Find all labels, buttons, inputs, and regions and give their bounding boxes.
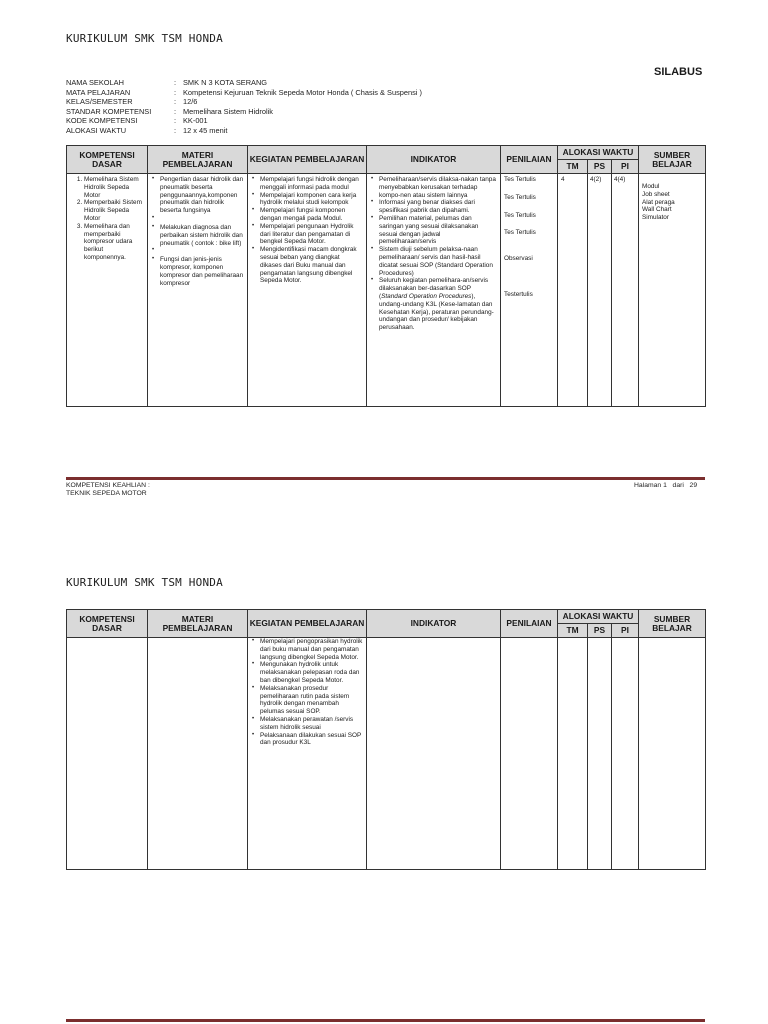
info-colon: : xyxy=(174,125,177,135)
info-row-class xyxy=(66,97,422,107)
indikator-cell xyxy=(367,174,501,407)
ps-value: 4(2) xyxy=(590,176,602,183)
info-value: SMK N 3 KOTA SERANG xyxy=(183,78,268,87)
header-indikator: INDIKATOR xyxy=(367,610,501,638)
sumber-cell xyxy=(639,638,706,870)
spacer xyxy=(160,215,244,224)
list-item: • Mempelajari fungsi hidrolik dengan menggali informasi pada modul xyxy=(260,176,363,192)
info-colon: : xyxy=(174,87,177,97)
ps-cell xyxy=(588,638,612,870)
footer-left xyxy=(66,482,150,498)
penilaian-item: Tes Tertulis xyxy=(504,229,536,237)
kompetensi-cell xyxy=(67,638,148,870)
footer-rule xyxy=(66,477,705,480)
sumber-item: Wall Chart xyxy=(642,206,672,214)
info-colon: : xyxy=(174,116,177,126)
info-colon: : xyxy=(174,78,177,87)
syllabus-table xyxy=(66,609,706,870)
list-item: • Mempelajari pengunaan Hydrolik dari literatur dan pengamatan di bengkel Sepeda Motor. xyxy=(260,223,363,246)
tm-value: 4 xyxy=(561,176,565,183)
info-label: KELAS/SEMESTER xyxy=(66,97,133,107)
curriculum-title: KURIKULUM SMK TSM HONDA xyxy=(66,576,223,589)
header-pi: PI xyxy=(612,624,639,638)
penilaian-item: Tes Tertulis xyxy=(504,211,536,219)
kegiatan-cell xyxy=(248,638,367,870)
header-tm: TM xyxy=(558,160,588,174)
list-item: • Mempelajari komponen cara kerja hydrolik melalui studi kelompok xyxy=(260,192,363,208)
pi-cell xyxy=(612,638,639,870)
penilaian-cell xyxy=(501,174,558,407)
header-sumber: SUMBER BELAJAR xyxy=(639,610,706,638)
header-alokasi: ALOKASI WAKTU xyxy=(558,146,639,160)
header-penilaian: PENILAIAN xyxy=(501,146,558,174)
list-item: • Informasi yang benar diakses dari spesifikasi pabrik dan dipahami. xyxy=(379,199,497,215)
info-row-code xyxy=(66,116,422,126)
info-row-school xyxy=(66,78,422,88)
sumber-item: Job sheet xyxy=(642,190,670,198)
footer-competency-label: KOMPETENSI KEAHLIAN : xyxy=(66,482,150,489)
list-item: 1. Memelihara Sistem Hidrolik Sepeda Motor xyxy=(84,176,144,199)
silabus-heading: SILABUS xyxy=(654,66,703,78)
list-item: • Mengunakan hydrolik untuk melaksanakan pelepasan roda dan ban dibengkel Sepeda Motor. xyxy=(260,661,363,684)
header-pi: PI xyxy=(612,160,639,174)
info-value: 12 x 45 menit xyxy=(183,125,228,135)
header-kegiatan: KEGIATAN PEMBELAJARAN xyxy=(248,610,367,638)
info-value: KK-001 xyxy=(183,116,208,126)
sumber-cell xyxy=(639,174,706,407)
info-label: KODE KOMPETENSI xyxy=(66,116,138,126)
header-penilaian: PENILAIAN xyxy=(501,610,558,638)
list-item: • Melaksanakan perawatan /servis sistem hidrolik sesuai xyxy=(260,716,363,732)
list-item: • Mempelajari fungsi komponen dengan mengali pada Modul. xyxy=(260,207,363,223)
list-item: 3. Memelihara dan memperbaiki kompresor udara berikut komponennya. xyxy=(84,223,144,262)
indikator-italic: Standard Operation Procedures xyxy=(381,292,472,300)
spacer xyxy=(160,247,244,256)
info-label: STANDAR KOMPETENSI xyxy=(66,106,152,116)
list-item: 2. Memperbaiki Sistem Hidrolik Sepeda Motor xyxy=(84,199,144,222)
info-row-subject xyxy=(66,88,422,98)
list-item: • Melaksanakan prosedur pemeliharaan rutin pada sistem hydrolik dengan menambah pelumas sesuai SOP. xyxy=(260,685,363,716)
list-item: • Fungsi dan jenis-jenis kompresor, komponen kompresor dan pemeliharaan kompresor xyxy=(160,256,244,287)
penilaian-item: Testertulis xyxy=(504,290,533,298)
sumber-item: Modul xyxy=(642,183,660,190)
indikator-text: ), undang-undang K3L (Kese-lamatan dan Kesehatan Kerja), peraturan perundang-undangan dan prosedur/ kebijakan perusahaan. xyxy=(379,292,494,332)
list-item: • Mengidentifikasi macam dongkrak sesuai beban yang diangkat dikases dari Buku manual dan pengamatan langsung dibengkel Sepeda Motor. xyxy=(260,246,363,285)
footer-competency-value: TEKNIK SEPEDA MOTOR xyxy=(66,490,147,497)
materi-cell xyxy=(148,174,248,407)
info-label: NAMA SEKOLAH xyxy=(66,78,124,87)
curriculum-title: KURIKULUM SMK TSM HONDA xyxy=(66,32,223,45)
info-row-time xyxy=(66,126,422,136)
info-colon: : xyxy=(174,97,177,107)
header-materi: MATERI PEMBELAJARAN xyxy=(148,610,248,638)
sumber-item: Simulator xyxy=(642,214,669,222)
list-item: • Melakukan diagnosa dan perbaikan sistem hidrolik dan pneumatik ( contok : bike lift) xyxy=(160,224,244,247)
header-sumber: SUMBER BELAJAR xyxy=(639,146,706,174)
list-item: • Pelaksanaan dilakukan sesuai SOP dan prosudur K3L xyxy=(260,732,363,748)
indikator-text: Seluruh kegiatan pemelihara-an/servis dilaksanakan ber-dasarkan SOP ( xyxy=(379,277,489,300)
info-row-standard xyxy=(66,107,422,117)
header-materi: MATERI PEMBELAJARAN xyxy=(148,146,248,174)
indikator-cell xyxy=(367,638,501,870)
ps-cell xyxy=(588,174,612,407)
penilaian-item: Tes Tertulis xyxy=(504,176,536,183)
materi-cell xyxy=(148,638,248,870)
list-item: • Sistem diuji sebelum pelaksa-naan pemeliharaan/ servis dan hasil-hasil dicatat sesuai SOP (Standard Operation Procedures) xyxy=(379,246,497,277)
header-kompetensi: KOMPETENSI DASAR xyxy=(67,146,148,174)
info-value: Kompetensi Kejuruan Teknik Sepeda Motor Honda ( Chasis & Suspensi ) xyxy=(183,87,422,97)
info-value: Memelihara Sistem Hidrolik xyxy=(183,106,273,116)
header-tm: TM xyxy=(558,624,588,638)
footer-rule xyxy=(66,1019,705,1022)
info-label: ALOKASI WAKTU xyxy=(66,125,127,135)
kegiatan-cell xyxy=(248,174,367,407)
syllabus-table xyxy=(66,145,706,407)
info-label: MATA PELAJARAN xyxy=(66,87,131,97)
pi-cell xyxy=(612,174,639,407)
school-info-block xyxy=(66,78,422,136)
list-item: • Pengertian dasar hidrolik dan pneumatik beserta penggunaannya,komponen pneumatik dan hidrolik beserta fungsinya xyxy=(160,176,244,215)
list-item: • Mempelajari pengoprasikan hydrolik dari buku manual dan pengamatan langsung dibengkel Sepeda Motor. xyxy=(260,638,363,661)
table-row xyxy=(67,174,706,407)
penilaian-item: Observasi xyxy=(504,255,533,263)
header-kompetensi: KOMPETENSI DASAR xyxy=(67,610,148,638)
table-row xyxy=(67,638,706,870)
tm-cell xyxy=(558,174,588,407)
kompetensi-cell xyxy=(67,174,148,407)
list-item: • Pemeliharaan/servis dilaksa-nakan tanpa menyebabkan kerusakan terhadap kompo-nen atau sistem lainnya xyxy=(379,176,497,199)
sumber-item: Alat peraga xyxy=(642,198,675,206)
page-number: Halaman 1 dari 29 xyxy=(634,482,698,489)
header-indikator: INDIKATOR xyxy=(367,146,501,174)
header-alokasi: ALOKASI WAKTU xyxy=(558,610,639,624)
info-value: 12/6 xyxy=(183,97,198,107)
penilaian-cell xyxy=(501,638,558,870)
header-ps: PS xyxy=(588,624,612,638)
pi-value: 4(4) xyxy=(614,176,626,183)
info-colon: : xyxy=(174,106,177,116)
penilaian-item: Tes Tertulis xyxy=(504,193,536,201)
header-ps: PS xyxy=(588,160,612,174)
list-item xyxy=(379,277,497,332)
list-item: • Pemilihan material, pelumas dan saringan yang sesuai dilaksanakan sesuai dengan jadwal pemeliharaan/servis xyxy=(379,215,497,246)
tm-cell xyxy=(558,638,588,870)
header-kegiatan: KEGIATAN PEMBELAJARAN xyxy=(248,146,367,174)
